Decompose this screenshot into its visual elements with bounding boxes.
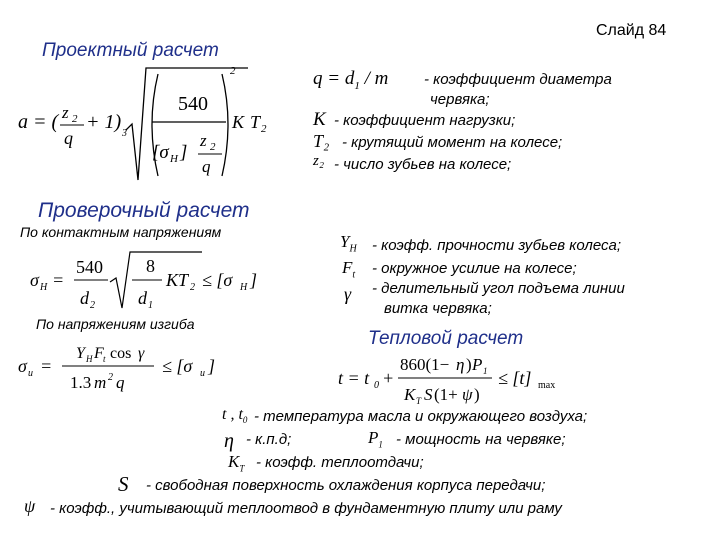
svg-text:T: T	[250, 112, 261, 132]
svg-text:d: d	[138, 288, 147, 308]
svg-text:]: ]	[208, 356, 216, 376]
svg-text:540: 540	[76, 257, 103, 277]
check-legend-line-2: - окружное усилие на колесе;	[372, 260, 577, 277]
svg-text:): )	[474, 385, 480, 404]
svg-text:2: 2	[261, 123, 267, 135]
svg-text:≤ [σ: ≤ [σ	[162, 356, 193, 376]
t-t0-symbol: t , $t_0$	[222, 406, 248, 426]
svg-text:540: 540	[178, 93, 208, 115]
svg-text:и: и	[28, 368, 33, 379]
svg-text:2: 2	[72, 113, 78, 125]
svg-text:ψ: ψ	[462, 385, 473, 404]
svg-text:1.3: 1.3	[70, 373, 92, 392]
q-definition: $q = d_1 / m$	[313, 68, 389, 92]
svg-text:η: η	[456, 355, 465, 374]
design-legend-line-2: червяка;	[430, 91, 490, 108]
svg-text:cos: cos	[110, 345, 132, 362]
gamma-symbol: γ	[344, 284, 352, 304]
svg-text:2: 2	[90, 300, 95, 311]
design-legend-line-1: - коэффициент диаметра	[424, 71, 612, 88]
svg-text:max: max	[538, 380, 556, 391]
thermal-formula	[338, 352, 588, 408]
z2-symbol: z₂	[313, 153, 325, 169]
bending-heading: По напряжениям изгиба	[36, 316, 195, 332]
t2-symbol: T₂	[313, 131, 330, 151]
svg-text:8: 8	[146, 256, 155, 276]
check-heading: Проверочный расчет	[38, 199, 250, 222]
yh-symbol: $Y_H$	[340, 232, 357, 255]
svg-text:z: z	[62, 103, 69, 122]
svg-text:): )	[466, 355, 472, 374]
svg-text:+: +	[382, 368, 395, 388]
svg-text:a = (: a = (	[18, 111, 59, 133]
svg-text:H: H	[240, 282, 248, 293]
svg-text:q: q	[64, 128, 73, 148]
slide-label: Слайд 84	[596, 22, 667, 39]
svg-text:]: ]	[180, 142, 188, 163]
svg-text:860(1−: 860(1−	[400, 355, 450, 374]
svg-text:0: 0	[374, 380, 379, 391]
center-distance-formula	[18, 64, 278, 188]
svg-text:KT: KT	[166, 270, 189, 290]
svg-text:d: d	[80, 288, 89, 308]
svg-text:σ: σ	[18, 356, 27, 376]
design-legend-line-3: - коэффициент нагрузки;	[334, 112, 516, 129]
thermal-legend-line-3: - мощность на червяке;	[396, 431, 566, 448]
svg-text:H: H	[86, 354, 93, 364]
thermal-heading: Тепловой расчет	[368, 328, 524, 349]
design-legend-line-4: - крутящий момент на колесе;	[342, 134, 563, 151]
psi-symbol: ψ	[24, 496, 36, 516]
kt-symbol: $K_T$	[228, 452, 245, 474]
svg-text:q: q	[116, 373, 125, 392]
svg-text:≤ [t]: ≤ [t]	[498, 368, 532, 388]
ft-symbol: $F_t$	[342, 258, 356, 281]
check-legend-line-4: витка червяка;	[384, 300, 492, 317]
svg-text:m: m	[94, 373, 107, 392]
svg-text:3: 3	[122, 128, 127, 139]
svg-text:F: F	[94, 345, 104, 362]
svg-text:2: 2	[108, 372, 113, 383]
design-heading: Проектный расчет	[42, 40, 219, 61]
svg-text:K: K	[404, 385, 416, 404]
thermal-legend-line-5: - свободная поверхность охлаждения корпуса передачи;	[146, 477, 546, 494]
thermal-legend-line-2: - к.п.д;	[246, 431, 292, 448]
svg-text:γ: γ	[138, 345, 145, 362]
svg-text:S: S	[424, 385, 433, 404]
thermal-legend-line-6: - коэфф., учитывающий теплоотвод в фундаментную плиту или раму	[50, 500, 562, 517]
svg-text:2: 2	[190, 282, 195, 293]
bending-stress-formula	[18, 338, 248, 394]
eta-symbol: η	[224, 430, 234, 452]
svg-text:P: P	[472, 355, 483, 374]
contact-stress-formula	[30, 248, 280, 314]
svg-text:[σ: [σ	[152, 142, 169, 163]
svg-text:t = t: t = t	[338, 368, 370, 388]
svg-text:H: H	[40, 282, 48, 293]
svg-text:2: 2	[230, 65, 236, 77]
svg-text:σ: σ	[30, 270, 39, 290]
svg-text:]: ]	[250, 270, 258, 290]
contact-heading: По контактным напряжениям	[20, 224, 222, 240]
svg-text:Y: Y	[76, 345, 85, 362]
svg-text:1: 1	[483, 366, 488, 376]
svg-text:1: 1	[148, 300, 153, 311]
svg-text:=: =	[52, 270, 65, 290]
p1-symbol: $P_1$	[368, 428, 383, 450]
svg-text:t: t	[103, 354, 106, 364]
svg-text:+ 1): + 1)	[86, 111, 122, 133]
svg-text:(1+: (1+	[434, 385, 458, 404]
thermal-legend-line-1: - температура масла и окружающего воздуха;	[254, 408, 588, 425]
check-legend-line-3: - делительный угол подъема линии	[372, 280, 625, 297]
svg-text:≤ [σ: ≤ [σ	[202, 270, 233, 290]
svg-text:q: q	[202, 157, 211, 176]
svg-text:K: K	[232, 112, 245, 132]
svg-text:H: H	[170, 153, 178, 165]
svg-text:и: и	[200, 368, 205, 379]
design-legend-line-5: - число зубьев на колесе;	[334, 156, 512, 173]
svg-text:z: z	[200, 131, 207, 150]
check-legend-line-1: - коэфф. прочности зубьев колеса;	[372, 237, 622, 254]
svg-text:2: 2	[210, 141, 216, 153]
thermal-legend-line-4: - коэфф. теплоотдачи;	[256, 454, 424, 471]
svg-text:=: =	[40, 356, 53, 376]
k-symbol: K	[313, 109, 326, 130]
svg-text:T: T	[416, 396, 422, 406]
s-symbol: S	[118, 472, 129, 496]
